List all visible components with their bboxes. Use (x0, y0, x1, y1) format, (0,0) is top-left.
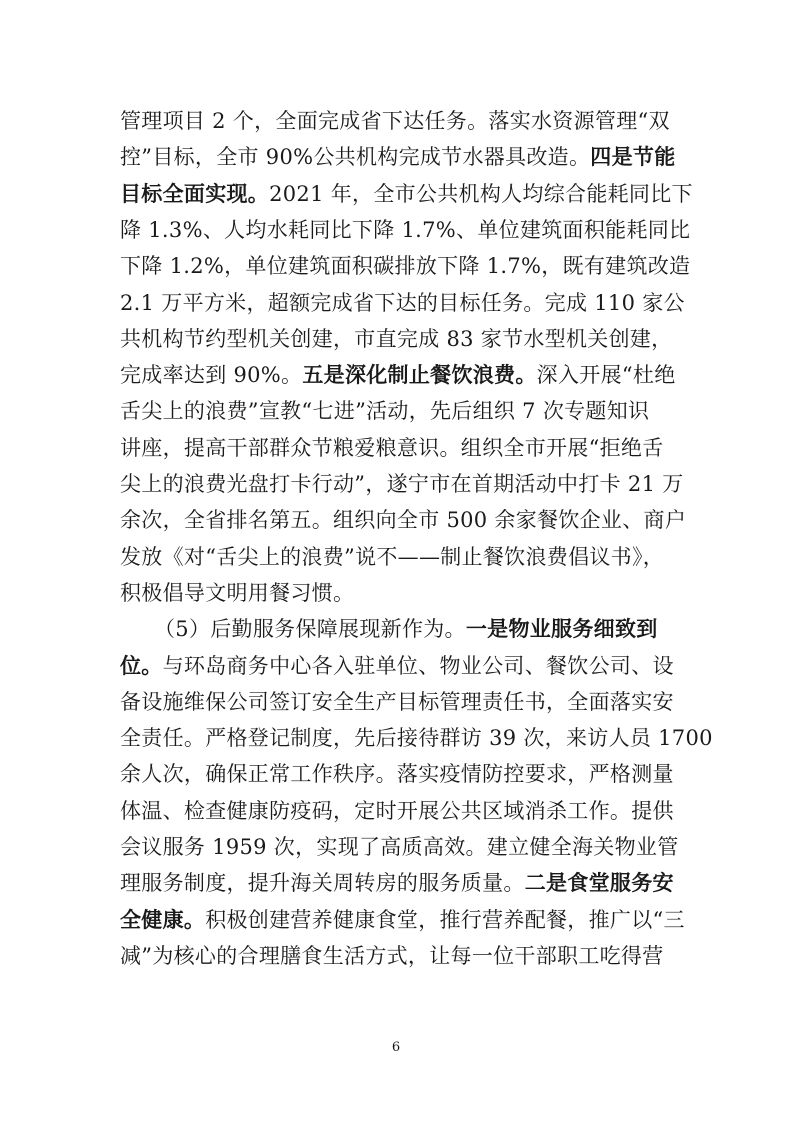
text-segment: 余人次，确保正常工作秩序。落实疫情防控要求，严格测量 (120, 762, 674, 787)
text-segment: 积极倡导文明用餐习惯。 (120, 580, 355, 605)
text-segment: 体温、检查健康防疫码，定时开展公共区域消杀工作。提供 (120, 798, 674, 823)
text-segment: 控”目标，全市 90%公共机构完成节水器具改造。 (120, 145, 591, 170)
text-line (120, 139, 680, 175)
text-line (120, 938, 680, 974)
text-segment: 管理项目 2 个，全面完成省下达任务。落实水资源管理“双 (120, 109, 670, 133)
bold-text-segment: 全健康。 (120, 906, 206, 932)
text-segment: 发放《对“舌尖上的浪费”说不——制止餐饮浪费倡议书》， (120, 544, 665, 569)
text-segment: 下降 1.2%，单位建筑面积碳排放下降 1.7%，既有建筑改造 (120, 254, 691, 279)
bold-text-segment: 五是深化制止餐饮浪费。 (302, 362, 537, 388)
bold-text-segment: 一是物业服务细致到 (465, 616, 658, 642)
text-line (120, 684, 680, 720)
text-segment: 2021 年，全市公共机构人均综合能耗同比下 (269, 181, 693, 206)
text-line (120, 212, 691, 248)
text-segment: （5）后勤服务保障展现新作为。 (154, 617, 466, 642)
text-segment: 深入开展“杜绝 (536, 363, 676, 388)
text-line (120, 648, 680, 684)
bold-text-segment: 四是节能 (590, 144, 676, 170)
text-line (120, 539, 680, 575)
text-line (120, 902, 685, 938)
text-segment: 减”为核心的合理膳食生活方式，让每一位干部职工吃得营 (120, 943, 664, 968)
text-segment: 尖上的浪费光盘打卡行动”，遂宁市在首期活动中打卡 21 万 (120, 472, 684, 496)
text-segment: 会议服务 1959 次，实现了高质高效。建立健全海关物业管 (120, 835, 679, 859)
text-line (120, 176, 693, 212)
text-line (120, 793, 680, 829)
text-line (120, 393, 680, 429)
text-line (120, 285, 685, 321)
text-segment: 与环岛商务中心各入驻单位、物业公司、餐饮公司、设 (162, 653, 674, 678)
text-line (120, 865, 680, 901)
text-segment: 理服务制度，提升海关周转房的服务质量。 (120, 871, 525, 896)
text-line (120, 720, 713, 756)
bold-text-segment: 目标全面实现。 (120, 180, 270, 206)
page-number: 6 (391, 1040, 401, 1055)
text-segment: 全责任。严格登记制度，先后接待群访 39 次，来访人员 1700 (120, 726, 713, 751)
text-line (120, 321, 680, 357)
text-segment: 2.1 万平方米，超额完成省下达的目标任务。完成 110 家公 (120, 290, 685, 315)
text-segment: 共机构节约型机关创建，市直完成 83 家节水型机关创建， (120, 326, 673, 351)
text-segment: 积极创建营养健康食堂，推行营养配餐，推广以“三 (205, 907, 685, 932)
bold-text-segment: 位。 (120, 652, 163, 678)
text-segment: 讲座，提高干部群众节粮爱粮意识。组织全市开展“拒绝舌 (120, 435, 664, 460)
text-line (120, 466, 684, 502)
text-line (120, 357, 680, 393)
text-line (120, 829, 680, 865)
text-line (120, 575, 680, 611)
text-line (120, 502, 687, 538)
text-segment: 备设施维保公司签订安全生产目标管理责任书，全面落实安 (120, 689, 674, 714)
text-segment: 余次，全省排名第五。组织向全市 500 余家餐饮企业、商户 (120, 508, 687, 533)
text-line (120, 611, 714, 647)
bold-text-segment: 二是食堂服务安 (524, 870, 674, 896)
text-line (120, 248, 691, 284)
text-segment: 降 1.3%、人均水耗同比下降 1.7%、单位建筑面积能耗同比 (120, 217, 691, 242)
text-segment: 完成率达到 90%。 (120, 363, 303, 388)
text-segment: 舌尖上的浪费”宣教“七进”活动，先后组织 7 次专题知识 (120, 399, 650, 424)
text-line (120, 430, 680, 466)
text-line (120, 756, 680, 792)
text-line (120, 103, 680, 139)
